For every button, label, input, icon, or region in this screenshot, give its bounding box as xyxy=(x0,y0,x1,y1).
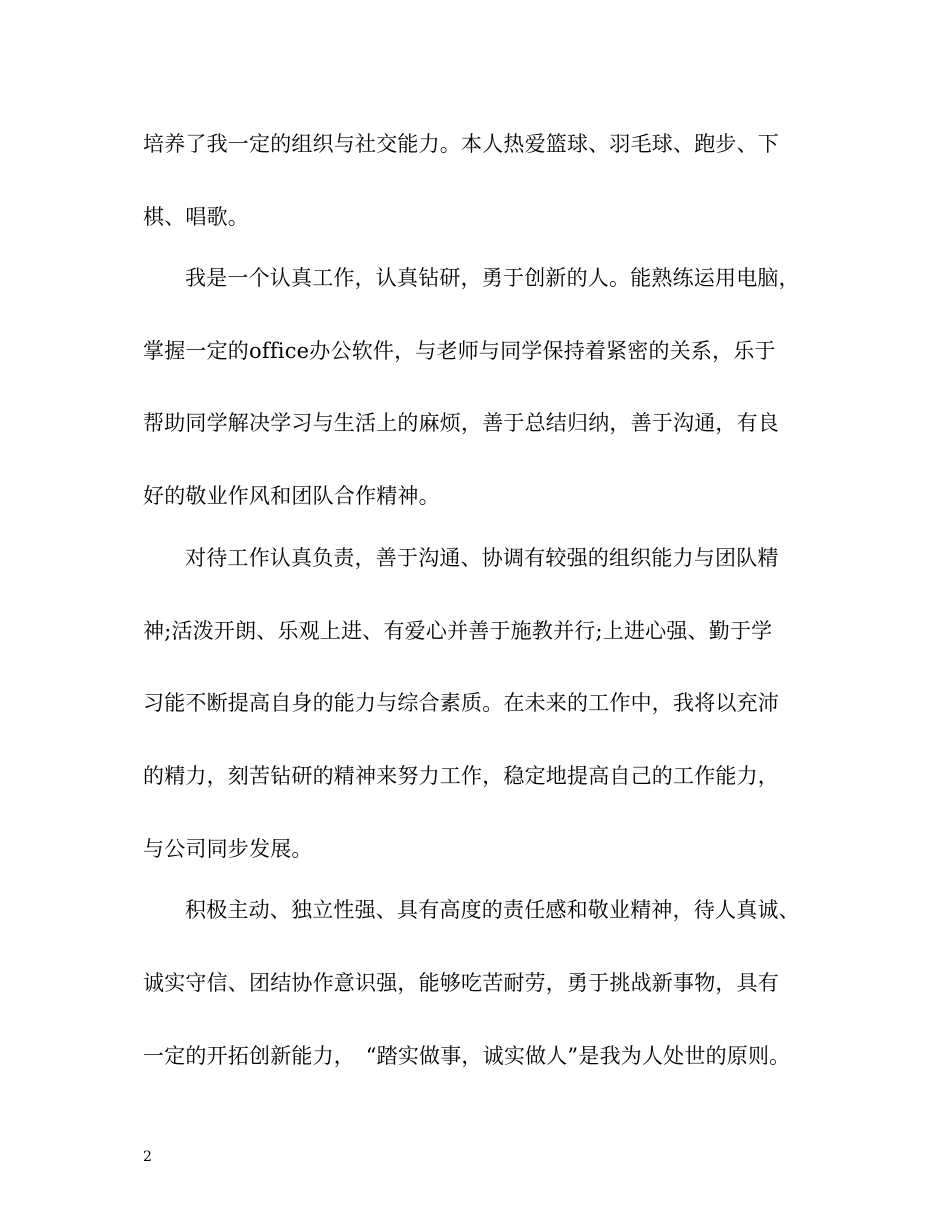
text-line: 培养了我一定的组织与社交能力。本人热爱篮球、羽毛球、跑步、下 xyxy=(143,132,779,156)
text-line: 诚实守信、团结协作意识强，能够吃苦耐劳，勇于挑战新事物，具有 xyxy=(143,971,779,995)
text-line: 好的敬业作风和团队合作精神。 xyxy=(143,484,440,508)
text-line: 的精力，刻苦钻研的精神来努力工作，稳定地提高自己的工作能力， xyxy=(143,764,779,788)
text-line: 神;活泼开朗、乐观上进、有爱心并善于施教并行;上进心强、勤于学 xyxy=(143,619,773,643)
page-number: 2 xyxy=(143,1149,152,1165)
text-line: 与公司同步发展。 xyxy=(143,837,313,861)
text-line: 习能不断提高自身的能力与综合素质。在未来的工作中，我将以充沛 xyxy=(143,691,779,715)
paragraph-start-line: 对待工作认真负责，善于沟通、协调有较强的组织能力与团队精 xyxy=(185,546,779,570)
text-line: 帮助同学解决学习与生活上的麻烦，善于总结归纳，善于沟通，有良 xyxy=(143,411,779,435)
paragraph-start-line: 积极主动、独立性强、具有高度的责任感和敬业精神，待人真诚、 xyxy=(185,898,800,922)
text-line: 一定的开拓创新能力， “踏实做事，诚实做人”是我为人处世的原则。 xyxy=(143,1044,791,1068)
text-line: 掌握一定的office办公软件，与老师与同学保持着紧密的关系，乐于 xyxy=(143,339,776,363)
paragraph-start-line: 我是一个认真工作，认真钻研，勇于创新的人。能熟练运用电脑， xyxy=(185,266,800,290)
text-line: 棋、唱歌。 xyxy=(143,205,249,229)
